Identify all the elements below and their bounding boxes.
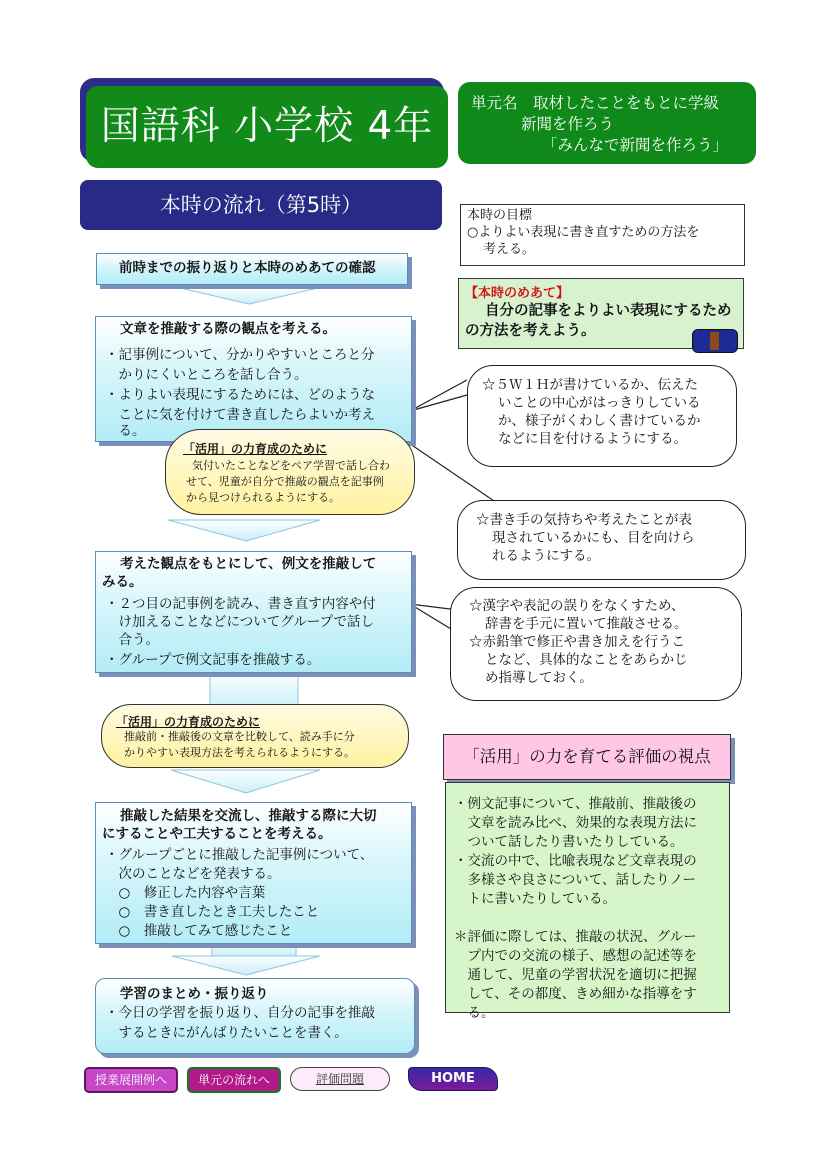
step-1-text: 前時までの振り返りと本時のめあての確認 (119, 260, 376, 276)
katsuyo-callout-1 (165, 429, 415, 515)
evaluation-line: 文章を読み比べ、効果的な表現方法に (454, 815, 697, 831)
step-4-line: 次のことなどを発表する。 (105, 866, 281, 882)
step-3-heading: 考えた観点をもとにして、例文を推敲して (120, 556, 377, 572)
unit-line-2: 新聞を作ろう (521, 115, 615, 133)
bubble-2-line: ☆書き手の気持ちや考えたことが表 (476, 512, 692, 528)
step-3-line: ・グループで例文記事を推敲する。 (105, 652, 321, 668)
flow-step-5 (95, 978, 415, 1054)
arrow-stem-4 (212, 942, 296, 956)
flow-step-4 (95, 802, 412, 944)
bubble-1-line: か、様子がくわしく書けているか (498, 413, 701, 429)
goal-line-1: ○よりよい表現に書き直すための方法を (467, 225, 700, 240)
arrow-down-2 (168, 520, 320, 541)
evaluation-line: トに書いたりしている。 (454, 891, 616, 907)
step-2-line: ・記事例について、分かりやすいところと分 (105, 347, 375, 363)
step-4-heading: にすることや工夫することを考える。 (102, 826, 332, 842)
step-2-line: ことに気を付けて書き直したらよいか考え (105, 407, 375, 423)
evaluation-line: ・例文記事について、推敲前、推敲後の (454, 796, 697, 812)
bubble-3-line: となど、具体的なことをあらかじ (485, 652, 688, 668)
arrow-down-1 (176, 287, 322, 304)
unit-flow-button[interactable]: 単元の流れへ (187, 1067, 281, 1093)
lesson-plan-button[interactable]: 授業展開例へ (84, 1067, 178, 1093)
step-3-line: 合う。 (105, 632, 159, 648)
flow-step-2 (95, 316, 412, 442)
evaluation-line: プ内での交流の様子、感想の記述等を (454, 948, 697, 964)
katsuyo-2-line: 推敲前・推敲後の文章を比較して、読み手に分 (124, 730, 355, 743)
step-2-line: る。 (105, 423, 146, 439)
step-4-line: ○ 修正した内容や言葉 (105, 885, 266, 901)
evaluation-line: 多様さや良さについて、話したりノー (454, 872, 697, 888)
bubble-3-line: め指導しておく。 (485, 670, 593, 686)
goal-label: 本時の目標 (467, 208, 533, 223)
katsuyo-1-line: から見つけられるようにする。 (186, 491, 340, 504)
page-title: 国語科 小学校 4年 (86, 86, 448, 168)
aim-line-1: 自分の記事をよりよい表現にするため (485, 303, 732, 319)
katsuyo-1-line: 気付いたことなどをペア学習で話し合わ (192, 459, 390, 472)
step-5-heading: 学習のまとめ・振り返り (120, 986, 269, 1002)
step-3-line: ・２つ目の記事例を読み、書き直す内容や付 (105, 596, 376, 612)
note-bubble-2 (457, 500, 746, 580)
evaluation-line: して、その都度、きめ細かな指導をす (454, 986, 697, 1002)
step-3-line: け加えることなどについてグループで話し (105, 614, 375, 630)
note-bubble-1 (467, 365, 737, 467)
step-3-heading: みる。 (102, 574, 143, 590)
step-4-line: ○ 書き直したとき工夫したこと (105, 904, 320, 920)
evaluation-line: 通して、児童の学習状況を適切に把握 (454, 967, 697, 983)
bubble-2-line: れるようにする。 (492, 548, 600, 564)
katsuyo-1-line: せて、児童が自分で推敲の観点を記事例 (186, 475, 384, 488)
goal-line-2: 考える。 (483, 242, 536, 257)
section-title: 本時の流れ（第5時） (80, 180, 442, 230)
bubble-1-line: などに目を付けるようにする。 (498, 431, 687, 447)
katsuyo-callout-2 (101, 704, 409, 768)
evaluation-box (445, 782, 730, 1021)
aim-label: 【本時のめあて】 (465, 286, 570, 301)
step-4-line: ・グループごとに推敲した記事例について、 (105, 847, 374, 863)
step-2-heading: 文章を推敲する際の観点を考える。 (120, 321, 336, 337)
step-4-line: ○ 推敲してみて感じたこと (105, 923, 293, 939)
evaluation-line: ・交流の中で、比喩表現など文章表現の (454, 853, 697, 869)
evaluation-line: ＊評価に際しては、推敲の状況、グルー (454, 929, 697, 945)
bubble-3-line: 辞書を手元に置いて推敲させる。 (485, 616, 688, 632)
bubble-1-line: ☆５Ｗ１Ｈが書けているか、伝えた (482, 377, 698, 393)
aim-line-2: の方法を考えよう。 (465, 323, 596, 339)
home-button[interactable]: HOME (408, 1067, 498, 1091)
katsuyo-2-line: かりやすい表現方法を考えられるようにする。 (124, 746, 355, 759)
unit-line-1: 単元名 取材したことをもとに学級 (471, 94, 720, 112)
evaluation-problem-button[interactable]: 評価問題 (290, 1067, 390, 1091)
bubble1-pointer (410, 380, 467, 411)
evaluation-line: ついて話したり書いたりしている。 (454, 834, 684, 850)
katsuyo-1-heading: 「活用」の力育成のために (183, 442, 328, 456)
bubble-3-line: ☆漢字や表記の誤りをなくすため、 (469, 598, 685, 614)
bubble-2-line: 現されているかにも、目を向けら (492, 530, 695, 546)
katsuyo-2-heading: 「活用」の力育成のために (116, 715, 261, 729)
evaluation-title: 「活用」の力を育てる評価の視点 (443, 734, 731, 780)
step-2-line: ・よりよい表現にするためには、どのような (105, 387, 375, 403)
arrow-down-4 (172, 956, 320, 975)
bubble-1-line: いことの中心がはっきりしている (498, 395, 701, 411)
arrow-down-3 (171, 770, 320, 793)
unit-line-3: 「みんなで新聞を作ろう」 (542, 136, 729, 154)
step-2-line: かりにくいところを話し合う。 (105, 367, 308, 383)
step-5-line: するときにがんばりたいことを書く。 (105, 1025, 348, 1041)
evaluation-line: る。 (454, 1005, 495, 1021)
step-4-heading: 推敲した結果を交流し、推敲する際に大切 (120, 808, 377, 824)
step-5-line: ・今日の学習を振り返り、自分の記事を推敲 (105, 1005, 375, 1021)
bubble-3-line: ☆赤鉛筆で修正や書き加えを行うこ (469, 634, 685, 650)
flow-step-3 (95, 551, 412, 673)
flow-step-1 (96, 253, 408, 285)
note-bubble-3 (450, 587, 742, 701)
